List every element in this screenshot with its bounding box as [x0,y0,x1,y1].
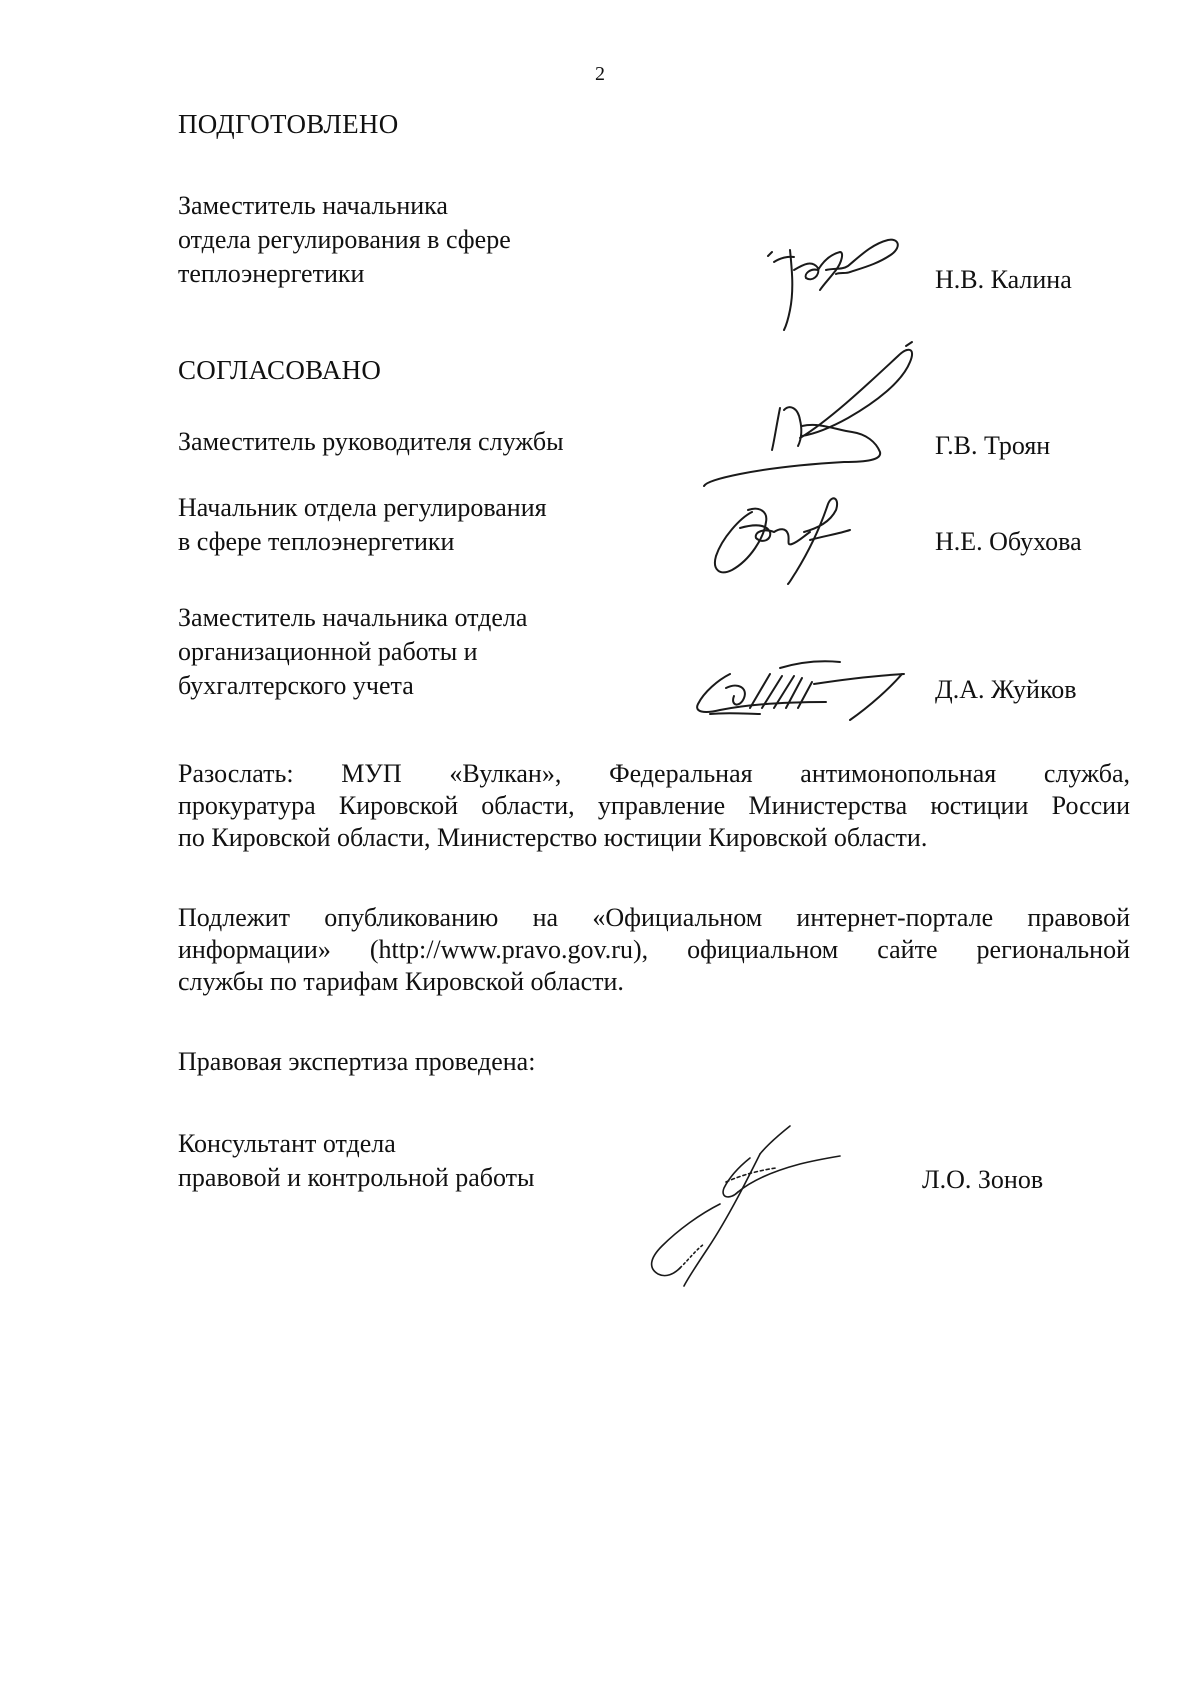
signer-3-position-line-1: Заместитель начальника отдела [178,603,528,632]
publication-line-1: Подлежит опубликованию на «Официальном интернет-портале правовой [178,903,1130,932]
signer-1-position-line-1: Заместитель руководителя службы [178,427,564,456]
distribution-line-2: прокуратура Кировской области, управление Министерства юстиции России [178,791,1130,820]
signer-1-name: Г.В. Троян [935,431,1051,460]
prepared-heading: ПОДГОТОВЛЕНО [178,109,399,139]
distribution-line-3: по Кировской области, Министерство юстиции Кировской области. [178,823,928,852]
prepared-position-line-3: теплоэнергетики [178,259,365,288]
prepared-signer-name: Н.В. Калина [935,265,1072,294]
publication-block [178,902,1130,998]
signer-3-position-line-2: организационной работы и [178,637,478,666]
agreed-heading: СОГЛАСОВАНО [178,355,382,385]
publication-line-2: информации» (http://www.pravo.gov.ru), официальном сайте региональной [178,935,1130,964]
signature-zonov [600,1118,860,1298]
signer-2-name: Н.Е. Обухова [935,527,1082,556]
signer-2-position-line-1: Начальник отдела регулирования [178,493,547,522]
signature-zhuykov [690,648,920,728]
page-number: 2 [595,63,605,85]
prepared-position-line-1: Заместитель начальника [178,191,448,220]
distribution-line-1: Разослать: МУП «Вулкан», Федеральная антимонопольная служба, [178,759,1130,788]
signature-kalina [760,230,910,340]
signature-troyan [680,338,930,498]
legal-review-position-line-2: правовой и контрольной работы [178,1163,535,1192]
legal-review-position-line-1: Консультант отдела [178,1129,396,1158]
signer-3-name: Д.А. Жуйков [935,675,1077,704]
prepared-position-line-2: отдела регулирования в сфере [178,225,511,254]
distribution-block [178,758,1130,854]
signature-obukhova [700,488,900,588]
legal-review-signer-name: Л.О. Зонов [922,1165,1044,1194]
publication-line-3: службы по тарифам Кировской области. [178,967,624,996]
legal-review-heading: Правовая экспертиза проведена: [178,1047,536,1076]
signer-3-position-line-3: бухгалтерского учета [178,671,414,700]
signer-2-position-line-2: в сфере теплоэнергетики [178,527,455,556]
